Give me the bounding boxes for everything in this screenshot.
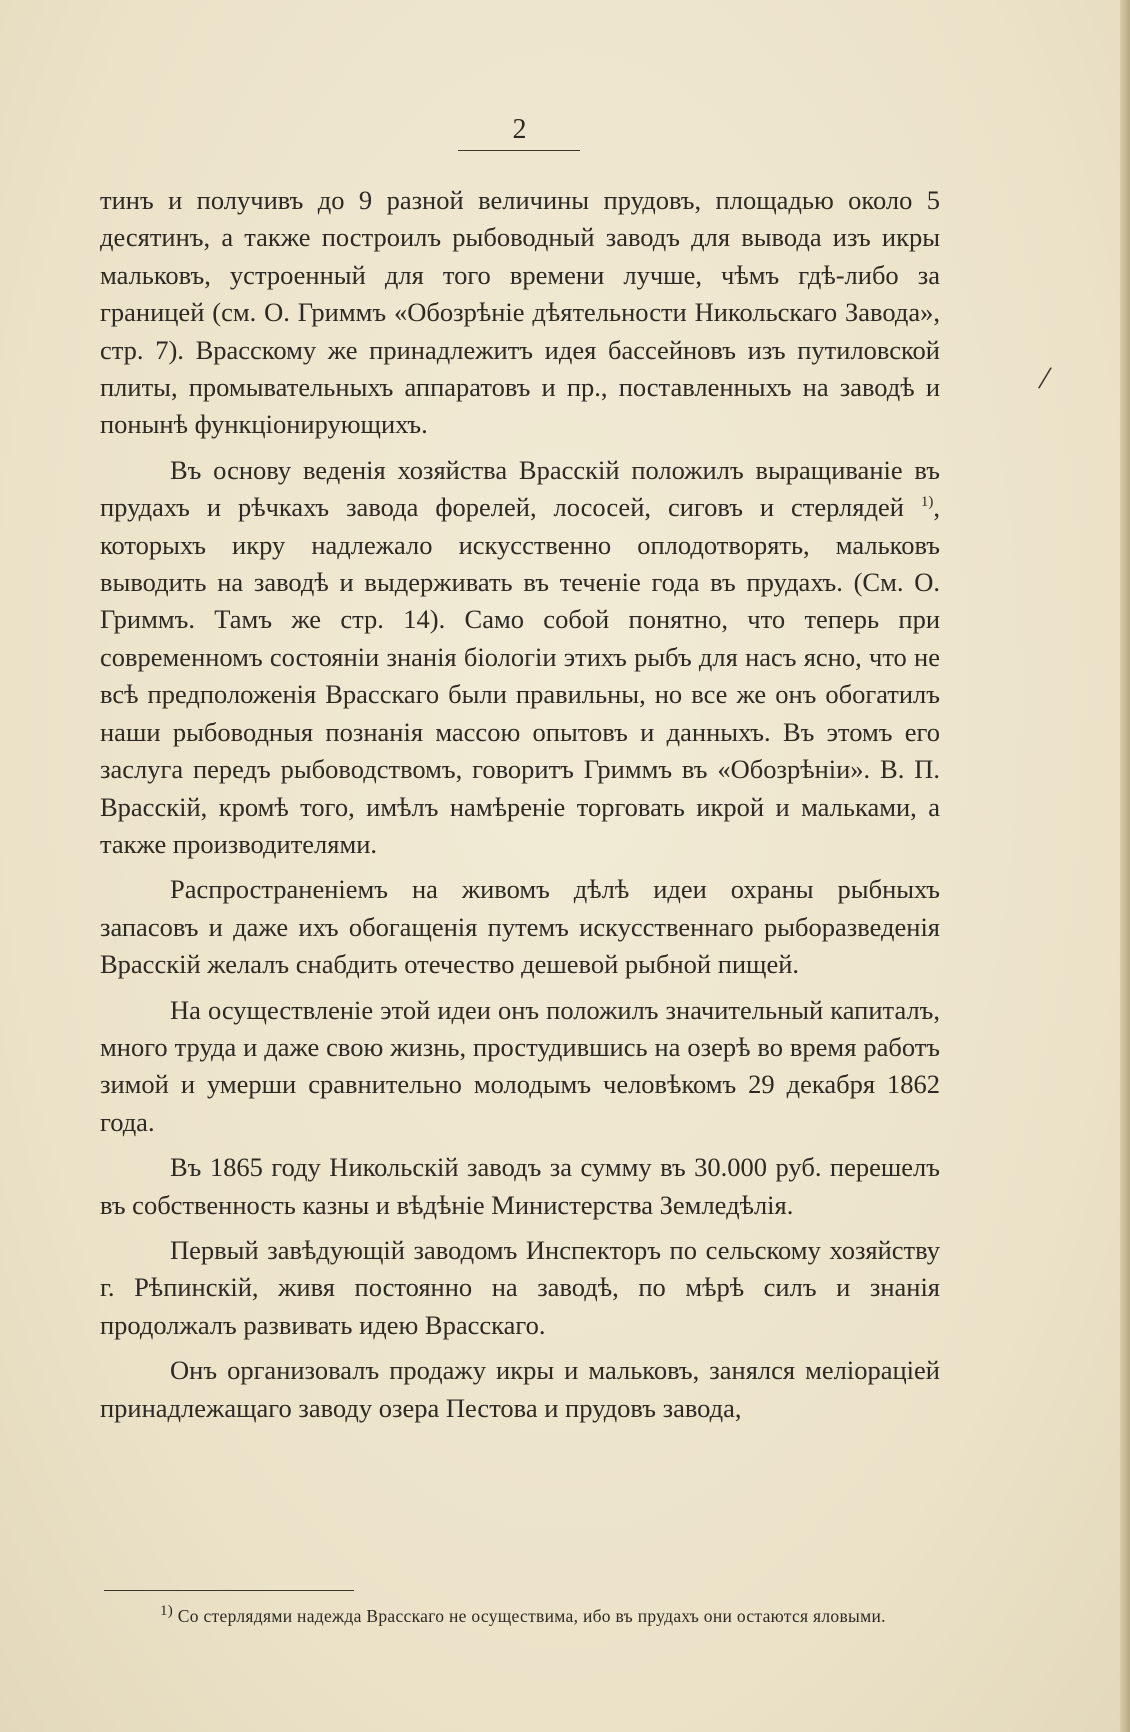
footnote-mark: 1) xyxy=(160,1603,174,1620)
footnote xyxy=(104,1603,940,1629)
paragraph-6: Первый завѣдующій заводомъ Инспекторъ по сельскому хозяйству г. Рѣпинскій, живя постоянно на заводѣ, по мѣрѣ силъ и знанія продолжалъ развивать идею Врасскаго. xyxy=(100,1234,940,1340)
paragraph-3: Распространеніемъ на живомъ дѣлѣ идеи охраны рыбныхъ запасовъ и даже ихъ обогащенія путемъ искусственнаго рыборазведенія Врасскій желалъ снабдить отечество дешевой рыбной пищей. xyxy=(100,874,940,980)
body-text xyxy=(100,182,940,1427)
paragraph-7: Онъ организовалъ продажу икры и мальковъ, занялся меліораціей принадлежащаго заводу озера Пестова и прудовъ завода, xyxy=(100,1355,940,1423)
page-number: 2 xyxy=(512,114,528,145)
footnote-reference: 1) xyxy=(920,494,934,511)
margin-pencil-mark: / xyxy=(1036,359,1054,398)
paragraph-1: тинъ и получивъ до 9 разной величины прудовъ, площадью около 5 десятинъ, а также построилъ рыбоводный заводъ для вывода изъ икры мальковъ, устроенный для того времени лучше, чѣмъ гдѣ-либо за границей (см. О. Гриммъ «Обозрѣніе дѣятельности Никольскаго Завода», стр. 7). Врасскому же принадлежитъ идея бассейновъ изъ путиловской плиты, промывательныхъ аппаратовъ и пр., поставленныхъ на заводѣ и понынѣ функціонирующихъ. xyxy=(100,185,940,440)
footnote-rule xyxy=(104,1590,354,1591)
paragraph-4: На осуществленіе этой идеи онъ положилъ значительный капиталъ, много труда и даже свою жизнь, простудившись на озерѣ во время работъ зимой и умерши сравнительно молодымъ человѣкомъ 29 декабря 1862 года. xyxy=(100,994,940,1137)
footnote-text: Со стерлядями надежда Врасскаго не осуществима, ибо въ прудахъ они остаются яловыми. xyxy=(173,1606,886,1626)
paragraph-2 xyxy=(100,452,940,863)
paragraph-2-text-b: , которыхъ икру надлежало искусственно оплодотворять, мальковъ выводить на заводѣ и выдерживать въ теченіе года въ прудахъ. (См. О. Гриммъ. Тамъ же стр. 14). Само собой понятно, что теперь при современномъ состояніи знанія біологіи этихъ рыбъ для насъ ясно, что не всѣ предположенія Врасскаго были правильны, но все же онъ обогатилъ наши рыбоводныя познанія массою опытовъ и данныхъ. Въ этомъ его заслуга передъ рыбоводствомъ, говоритъ Гриммъ въ «Обозрѣніи». В. П. Врасскій, кромѣ того, имѣлъ намѣреніе торговать икрой и мальками, а также производителями. xyxy=(100,492,940,859)
paragraph-2-text-a: Въ основу веденія хозяйства Врасскій положилъ выращиваніе въ прудахъ и рѣчкахъ завода форелей, лососей, сиговъ и стерлядей xyxy=(100,454,940,523)
page-edge xyxy=(1120,0,1130,1732)
page-number-rule xyxy=(458,150,580,151)
paragraph-5: Въ 1865 году Никольскій заводъ за сумму въ 30.000 руб. перешелъ въ собственность казны и вѣдѣніе Министерства Земледѣлія. xyxy=(100,1152,940,1220)
